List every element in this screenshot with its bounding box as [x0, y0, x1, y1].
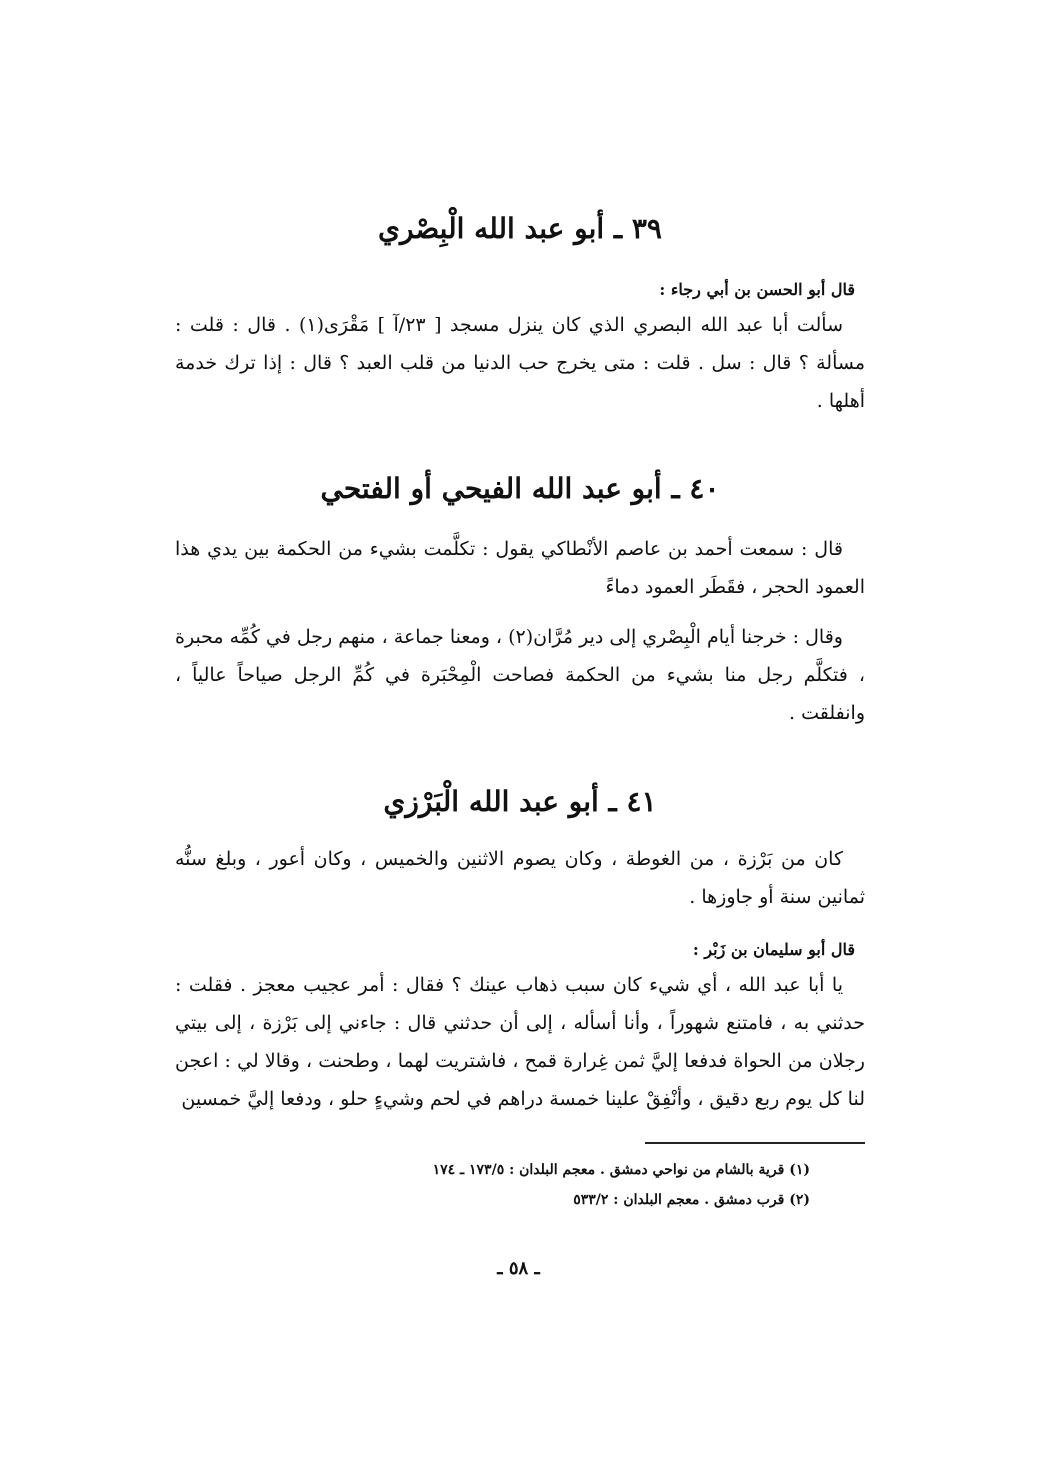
page-number: ـ ٥٨ ـ [497, 1258, 540, 1279]
section-body-39 [175, 306, 865, 420]
section-body-41 [175, 840, 865, 916]
section-subheading-39: قال أبو الحسن بن أبي رجاء : [659, 280, 855, 299]
paragraph-text: سألت أبا عبد الله البصري الذي كان ينزل مسجد [ ٢٣/آ ] مَقْرَى(١) . قال : قلت : مسألة ؟ قال : سل . قلت : متى يخرج حب الدنيا من قلب العبد ؟ قال : إذا ترك خدمة أهلها . [175, 314, 865, 412]
footnote-separator [645, 1142, 865, 1144]
paragraph-text: وقال : خرجنا أيام الْبِصْري إلى دير مُرَّان(٢) ، ومعنا جماعة ، منهم رجل في كُمِّه محبرة ، فتكلَّم رجل منا بشيء من الحكمة فصاحت الْمِحْبَرة في كُمِّ الرجل صياحاً عالياً ، وانفلقت . [175, 626, 865, 724]
paragraph [175, 306, 865, 420]
paragraph-text: كان من بَرْزة ، من الغوطة ، وكان يصوم الاثنين والخميس ، وكان أعور ، وبلغ سنُّه ثمانين سنة أو جاوزها . [175, 848, 865, 908]
paragraph-text: قال : سمعت أحمد بن عاصم الأنْطاكي يقول : تكلَّمت بشيء من الحكمة بين يدي هذا العمود الحجر ، فقَطَر العمود دماءً [175, 538, 865, 598]
section-heading-41: ٤١ ـ أبو عبد الله الْبَرْزي [383, 785, 657, 818]
paragraph [175, 530, 865, 606]
section-body-41-continued [175, 966, 865, 1118]
footnote-2: (٢) قرب دمشق . معجم البلدان : ٥٣٣/٢ [573, 1192, 810, 1208]
section-subheading-41: قال أبو سليمان بن زَبْر : [692, 940, 855, 959]
paragraph-text: يا أبا عبد الله ، أي شيء كان سبب ذهاب عينك ؟ فقال : أمر عجيب معجز . فقلت : حدثني به ، فامتنع شهوراً ، وأنا أسأله ، إلى أن حدثني قال : جاءني إلى بَرْزة ، إلى بيتي رجلان من الحواة فدفعا إليَّ ثمن غِرارة قمح ، فاشتريت لهما ، وطحنت ، وقالا لي : اعجن لنا كل يوم ربع دقيق ، وأنْفِقْ علينا خمسة دراهم في لحم وشيءٍ حلو ، ودفعا إليَّ خمسين [175, 974, 865, 1110]
section-body-40 [175, 530, 865, 732]
section-heading-40: ٤٠ ـ أبو عبد الله الفيحي أو الفتحي [320, 472, 720, 505]
footnote-1: (١) قرية بالشام من نواحي دمشق . معجم البلدان : ١٧٣/٥ ـ ١٧٤ [432, 1162, 810, 1178]
paragraph [175, 618, 865, 732]
paragraph [175, 840, 865, 916]
paragraph [175, 966, 865, 1118]
section-heading-39: ٣٩ ـ أبو عبد الله الْبِصْري [378, 212, 662, 245]
